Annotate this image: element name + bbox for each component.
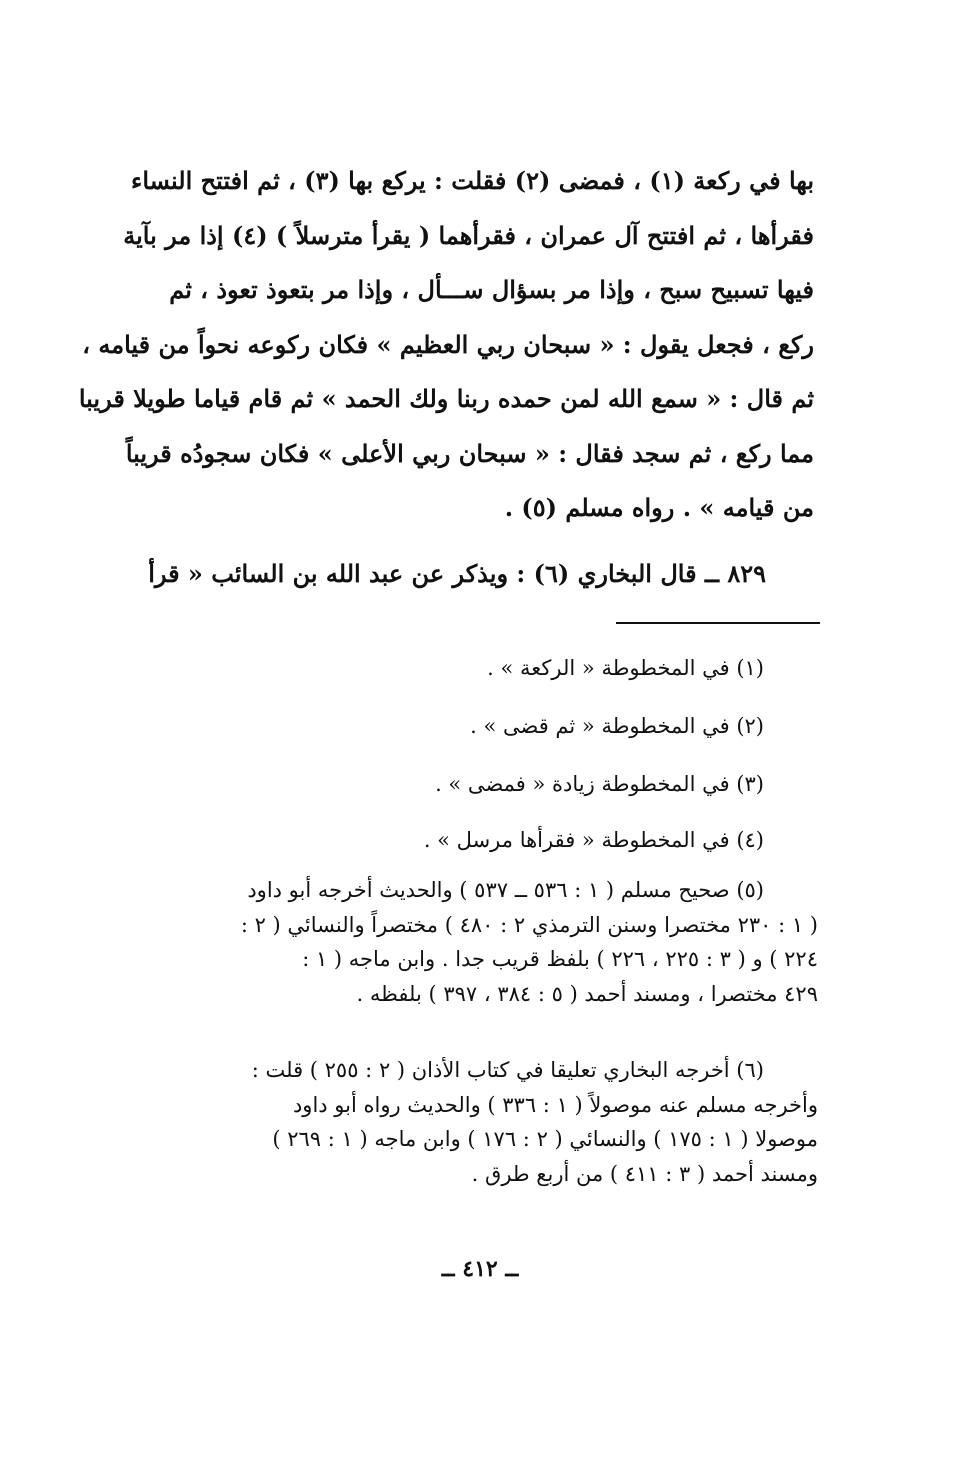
footnote-line: ٤٢٩ مختصرا ، ومسند أحمد ( ٥ : ٣٨٤ ، ٣٩٧ ) بلفظه . — [356, 981, 818, 1006]
footnote-line: موصولا ( ١ : ١٧٥ ) والنسائي ( ٢ : ١٧٦ ) وابن ماجه ( ١ : ٢٦٩ ) — [272, 1127, 818, 1151]
footnote-line: (٥) صحيح مسلم ( ١ : ٥٣٦ ــ ٥٣٧ ) والحديث أخرجه أبو داود — [247, 878, 764, 902]
footnote-line: (٦) أخرجه البخاري تعليقا في كتاب الأذان ( ٢ : ٢٥٥ ) قلت : — [251, 1058, 764, 1082]
footnote-line: ( ١ : ٢٣٠ مختصرا وسنن الترمذي ٢ : ٤٨٠ ) مختصراً والنسائي ( ٢ : — [240, 912, 818, 937]
footnote-6 — [158, 1052, 818, 1190]
text-line: ثم قال : « سمع الله لمن حمده ربنا ولك الحمد » ثم قام قياما طويلا قريبا — [78, 384, 814, 413]
footnote-1: (١) في المخطوطة « الركعة » . — [487, 656, 764, 680]
footnote-3: (٣) في المخطوطة زيادة « فمضى » . — [435, 772, 764, 796]
text-line: مما ركع ، ثم سجد فقال : « سبحان ربي الأعلى » فكان سجودُه قريباً — [125, 438, 814, 468]
text-line: فقرأها ، ثم افتتح آل عمران ، فقرأهما ( يقرأ مترسلاً ) (٤) إذا مر بآية — [123, 220, 814, 250]
hadith-829-heading: ٨٢٩ ــ قال البخاري (٦) : ويذكر عن عبد الله بن السائب « قرأ — [148, 559, 766, 588]
hadith-text-block — [78, 154, 814, 536]
footnote-2: (٢) في المخطوطة « ثم قضى » . — [470, 714, 764, 738]
page-number: ــ ٤١٢ ــ — [441, 1256, 519, 1282]
footnote-divider — [616, 622, 820, 624]
text-line: ركع ، فجعل يقول : « سبحان ربي العظيم » فكان ركوعه نحواً من قيامه ، — [82, 329, 814, 359]
text-line: من قيامه » . رواه مسلم (٥) . — [504, 493, 814, 522]
footnote-line: ٢٢٤ ) و ( ٣ : ٢٢٥ ، ٢٢٦ ) بلفظ قريب جدا . وابن ماجه ( ١ : — [302, 947, 818, 971]
text-line: بها في ركعة (١) ، فمضى (٢) فقلت : يركع بها (٣) ، ثم افتتح النساء — [131, 166, 814, 195]
text-line: فيها تسبيح سبح ، وإذا مر بسؤال ســـأل ، وإذا مر بتعوذ تعوذ ، ثم — [169, 275, 814, 304]
footnote-5 — [158, 872, 818, 1010]
footnote-line: وأخرجه مسلم عنه موصولاً ( ١ : ٣٣٦ ) والحديث رواه أبو داود — [292, 1092, 818, 1117]
footnote-line: ومسند أحمد ( ٣ : ٤١١ ) من أربع طرق . — [471, 1161, 818, 1186]
footnote-4: (٤) في المخطوطة « فقرأها مرسل » . — [423, 828, 764, 852]
